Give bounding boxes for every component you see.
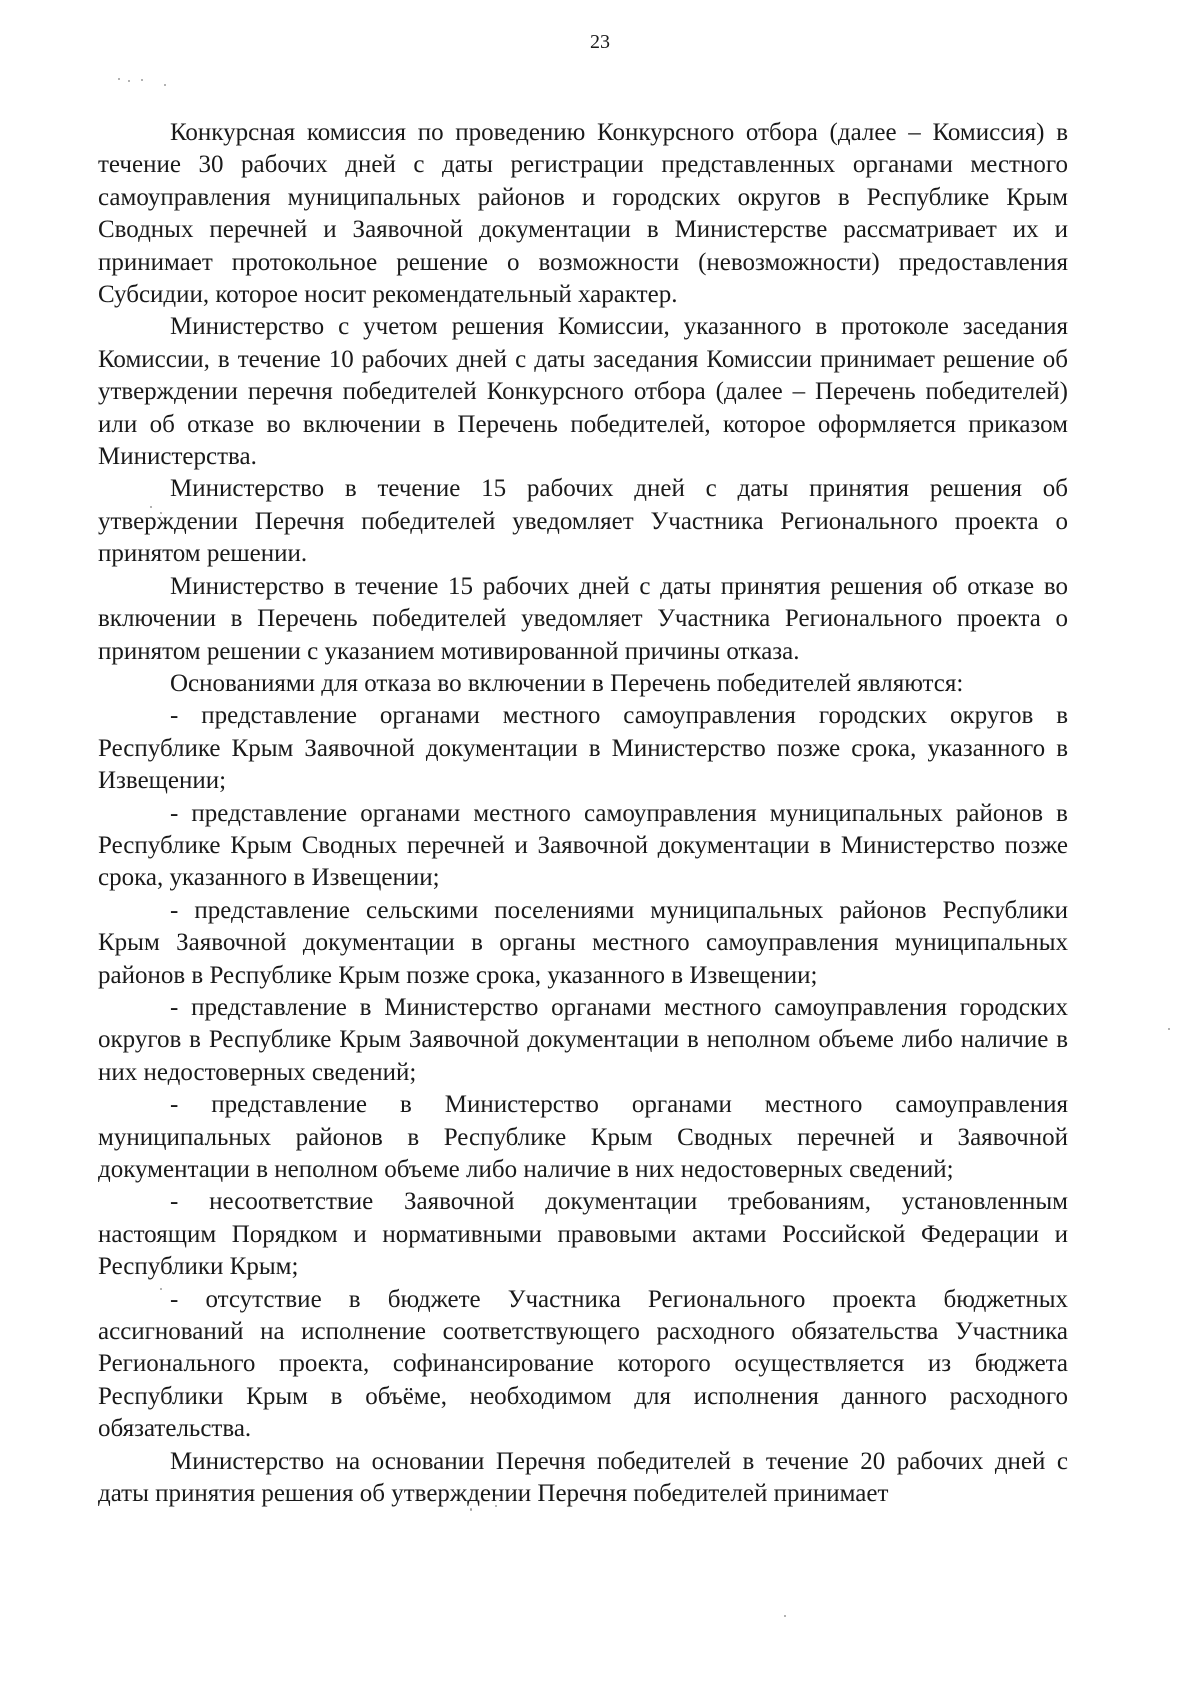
paragraph: Министерство с учетом решения Комиссии, указанного в протоколе заседания Комиссии, в течение 10 рабочих дней с даты заседания Комиссии принимает решение об утверждении перечня победителей Конкурсного отбора (далее – Перечень победителей) или об отказе во включении в Перечень победителей, которое оформляется приказом Министерства.: [98, 313, 1068, 471]
list-item: - представление в Министерство органами местного самоуправления городских округов в Республике Крым Заявочной документации в неполном объеме либо наличие в них недостоверных сведений;: [98, 993, 1068, 1086]
scan-speck: [1168, 1028, 1170, 1030]
list-item: - несоответствие Заявочной документации требованиям, установленным настоящим Порядком и нормативными правовыми актами Российской Федерации и Республики Крым;: [98, 1188, 1068, 1281]
scan-speck: [118, 78, 120, 80]
list-item: - представление органами местного самоуправления городских округов в Республике Крым Заявочной документации в Министерство позже срока, указанного в Извещении;: [98, 702, 1068, 795]
list-item: - представление органами местного самоуправления муниципальных районов в Республике Крым Сводных перечней и Заявочной документации в Министерство позже срока, указанного в Извещении;: [98, 799, 1068, 892]
document-body: [98, 117, 1068, 1510]
page-number: 23: [590, 31, 610, 53]
paragraph: Конкурсная комиссия по проведению Конкурсного отбора (далее – Комиссия) в течение 30 рабочих дней с даты регистрации представленных органами местного самоуправления муниципальных районов и городских округов в Республике Крым Сводных перечней и Заявочной документации в Министерстве рассматривает их и принимает протокольное решение о возможности (невозможности) предоставления Субсидии, которое носит рекомендательный характер.: [98, 119, 1068, 309]
paragraph: Министерство на основании Перечня победителей в течение 20 рабочих дней с даты принятия решения об утверждении Перечня победителей принимает: [98, 1447, 1068, 1508]
list-item: - отсутствие в бюджете Участника Регионального проекта бюджетных ассигнований на исполнение соответствующего расходного обязательства Участника Регионального проекта, софинансирование которого осуществляется из бюджета Республики Крым в объёме, необходимом для исполнения данного расходного обязательства.: [98, 1285, 1068, 1443]
scan-speck: [128, 80, 130, 82]
paragraph: Министерство в течение 15 рабочих дней с даты принятия решения об утверждении Перечня победителей уведомляет Участника Регионального проекта о принятом решении.: [98, 475, 1068, 568]
scan-speck: [141, 79, 143, 81]
paragraph: Министерство в течение 15 рабочих дней с даты принятия решения об отказе во включении в Перечень победителей уведомляет Участника Регионального проекта о принятом решении с указанием мотивированной причины отказа.: [98, 572, 1068, 665]
list-item: - представление в Министерство органами местного самоуправления муниципальных районов в Республике Крым Сводных перечней и Заявочной документации в неполном объеме либо наличие в них недостоверных сведений;: [98, 1091, 1068, 1183]
scan-speck: [164, 84, 166, 86]
list-item: - представление сельскими поселениями муниципальных районов Республики Крым Заявочной документации в органы местного самоуправления муниципальных районов в Республике Крым позже срока, указанного в Извещении;: [98, 896, 1068, 989]
paragraph: Основаниями для отказа во включении в Перечень победителей являются:: [170, 669, 964, 697]
scan-speck: [784, 1615, 786, 1617]
